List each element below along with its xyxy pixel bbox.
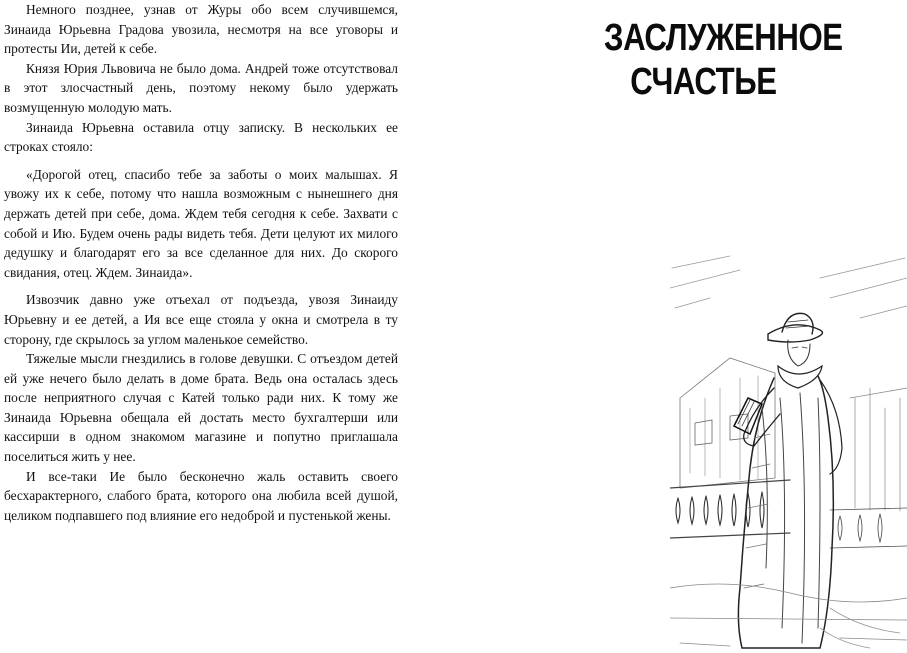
paragraph-1: Немного позднее, узнав от Журы обо всем случившемся, Зинаида Юрьевна Градова увозила, несмотря на все уговоры и протесты Ии, детей к себе. [4,2,398,57]
right-page [540,0,907,653]
paragraph-6: Тяжелые мысли гнездились в голове девушки. С отъездом детей ей уже нечего было делать в доме брата. Ведь она осталась здесь после неприятного случая с Катей только ради них. К тому же Зинаида Юрьевна обещала ей достать место бухгалтерши или кассирши в одном знакомом магазине и попутно приглашала поселиться жить у нее. [4,351,398,465]
chapter-title-line-2: СЧАСТЬЕ [630,61,777,103]
pencil-sketch-illustration [670,248,907,653]
paragraph-5: Извозчик давно уже отъехал от подъезда, увозя Зинаиду Юрьевну и ее детей, а Ия все еще стояла у окна и смотрела в ту сторону, где скрылось за углом маленькое семейство. [4,292,398,347]
paragraph-7: И все-таки Ие было бесконечно жаль оставить своего бесхарактерного, слабого брата, которого она любила всей душой, целиком подпавшего под влияние его недоброй и пустенькой жены. [4,468,398,523]
paragraph-2: Князя Юрия Львовича не было дома. Андрей тоже отсутствовал в этот злосчастный день, поэтому некому было удержать возмущенную молодую мать. [4,60,398,115]
chapter-title-line-1: ЗАСЛУЖЕННОЕ [604,17,843,59]
paragraph-3: Зинаида Юрьевна оставила отцу записку. В нескольких ее строках стояло: [4,119,398,155]
chapter-title [604,16,850,104]
left-page-text [4,0,398,653]
letter-quote: «Дорогой отец, спасибо тебе за заботы о моих малышах. Я увожу их к себе, потому что нашла возможным с нынешнего дня держать детей при себе, дома. Ждем тебя сегодня к себе. Захвати с собой и Ию. Будем очень рады видеть тебя. Дети целуют их милого дедушку и благодарят его за все сделанное для них. До скорого свидания, отец. Ждем. Зинаида». [4,166,398,280]
